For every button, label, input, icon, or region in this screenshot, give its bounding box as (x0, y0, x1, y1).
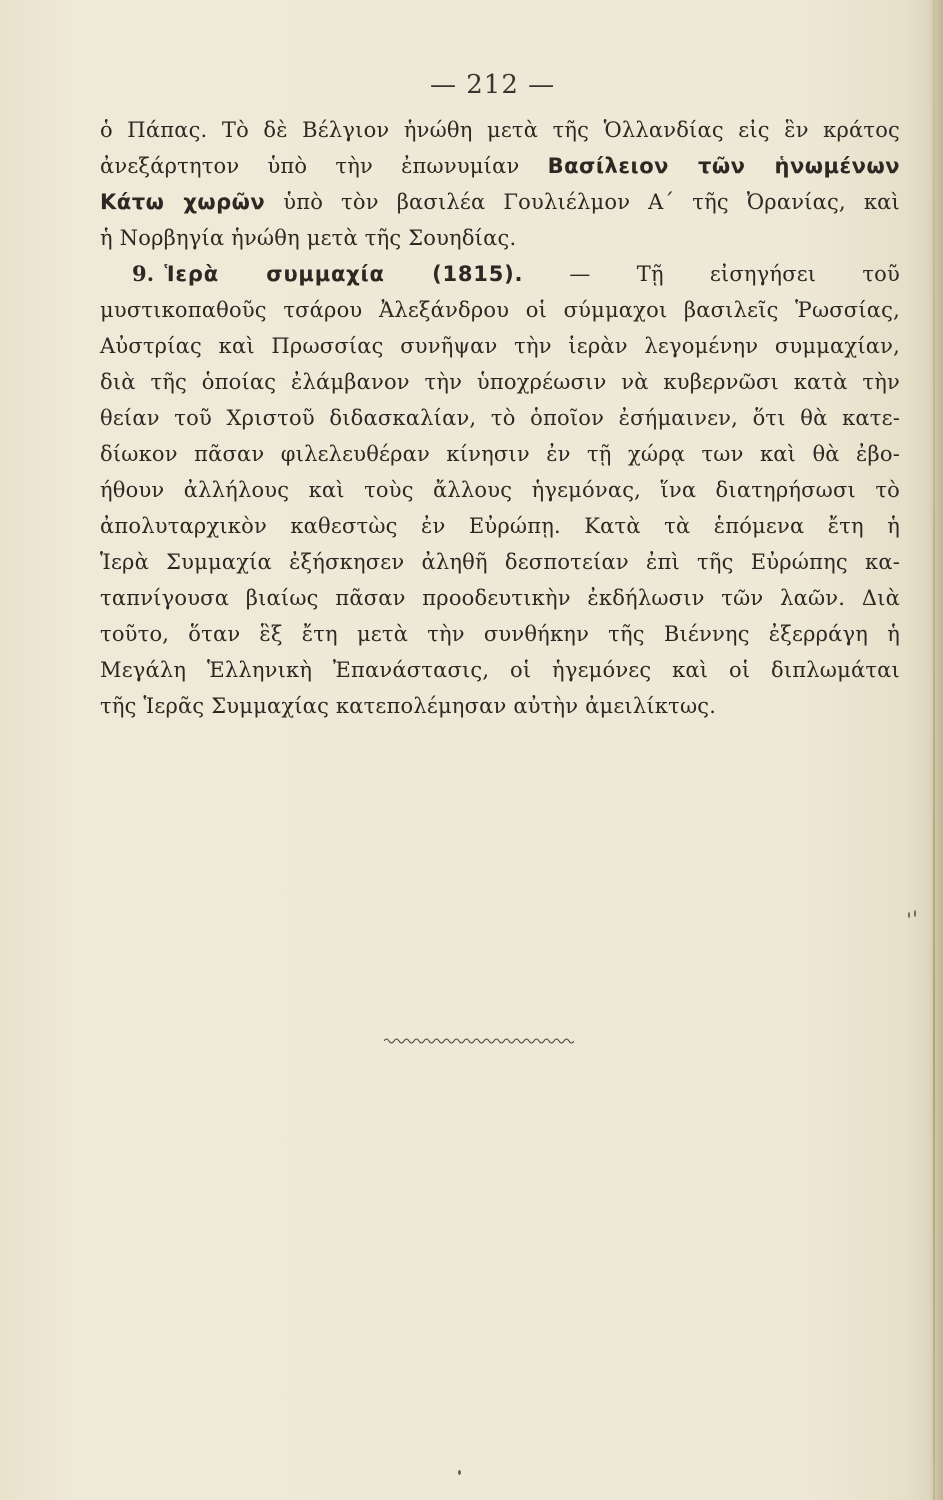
speck (914, 910, 916, 917)
line-text: Μεγάλη Ἑλληνικὴ Ἐπανάστασις, οἱ ἡγεμόνες καὶ οἱ διπλωμάται (100, 658, 900, 682)
section-title: Ἱερὰ συμμαχία (1815). (164, 262, 524, 286)
page-edge-line (933, 0, 935, 1500)
text-line (100, 544, 900, 580)
line-text: διὰ τῆς ὁποίας ἐλάμβανον τὴν ὑποχρέωσιν νὰ κυβερνῶσι κατὰ τὴν (100, 370, 900, 394)
text-line (100, 436, 900, 472)
line-text: Ἱερὰ Συμμαχία ἐξήσκησεν ἀληθῆ δεσποτείαν ἐπὶ τῆς Εὐρώπης κα- (100, 550, 900, 574)
text-line (100, 652, 900, 688)
line-text: Αὐστρίας καὶ Πρωσσίας συνῆψαν τὴν ἱερὰν λεγομένην συμμαχίαν, (100, 334, 900, 358)
line-text: ὁ Πάπας. Τὸ δὲ Βέλγιον ἡνώθη μετὰ τῆς Ὁλλανδίας εἰς ἓν κράτος (100, 118, 900, 142)
text-line (100, 580, 900, 616)
text-line (100, 220, 900, 256)
section-lead-text: — Τῇ εἰσηγήσει τοῦ (569, 262, 900, 286)
text-line (100, 508, 900, 544)
page-edge-shadow (929, 0, 943, 1500)
line-text: τοῦτο, ὅταν ἓξ ἔτη μετὰ τὴν συνθήκην τῆς Βιέννης ἐξερράγη ἡ (100, 622, 900, 646)
text-line (100, 184, 900, 220)
speck (458, 1470, 461, 1475)
bold-term: Βασίλειον τῶν ἡνωμένων (547, 154, 900, 178)
line-text: ἀνεξάρτητον ὑπὸ τὴν ἐπωνυμίαν (100, 154, 548, 178)
body-text (100, 112, 900, 724)
wavy-rule-icon (384, 1036, 574, 1046)
line-text: μυστικοπαθοῦς τσάρου Ἀλεξάνδρου οἱ σύμμαχοι βασιλεῖς Ῥωσσίας, (100, 298, 900, 322)
text-line (100, 364, 900, 400)
line-text: τῆς Ἱερᾶς Συμμαχίας κατεπολέμησαν αὐτὴν ἀμειλίκτως. (100, 694, 717, 718)
line-text: ἀπολυταρχικὸν καθεστὼς ἐν Εὐρώπῃ. Κατὰ τὰ ἑπόμενα ἔτη ἡ (100, 514, 900, 538)
line-text: ήθουν ἀλλήλους καὶ τοὺς ἄλλους ἡγεμόνας, ἵνα διατηρήσωσι τὸ (100, 478, 900, 502)
page-number: — 212 — (430, 70, 556, 100)
line-text: θείαν τοῦ Χριστοῦ διδασκαλίαν, τὸ ὁποῖον ἐσήμαινεν, ὅτι θὰ κατε- (100, 406, 900, 430)
line-text: ταπνίγουσα βιαίως πᾶσαν προοδευτικὴν ἐκδήλωσιν τῶν λαῶν. Διὰ (100, 586, 900, 610)
text-line (100, 292, 900, 328)
text-line (100, 148, 900, 184)
text-line (100, 616, 900, 652)
line-text: ὑπὸ τὸν βασιλέα Γουλιέλμον Α΄ τῆς Ὀρανίας, καὶ (265, 190, 900, 214)
text-line (100, 688, 900, 724)
text-line (100, 328, 900, 364)
text-line (100, 400, 900, 436)
section-heading-line (100, 256, 900, 292)
bold-term: Κάτω χωρῶν (100, 190, 266, 214)
section-number: 9. (132, 261, 155, 286)
speck (908, 912, 910, 918)
text-line (100, 472, 900, 508)
text-line (100, 112, 900, 148)
line-text: δίωκον πᾶσαν φιλελευθέραν κίνησιν ἐν τῇ χώρᾳ των καὶ θὰ ἐβο- (100, 442, 900, 466)
line-text: ἡ Νορβηγία ἡνώθη μετὰ τῆς Σουηδίας. (100, 226, 517, 250)
